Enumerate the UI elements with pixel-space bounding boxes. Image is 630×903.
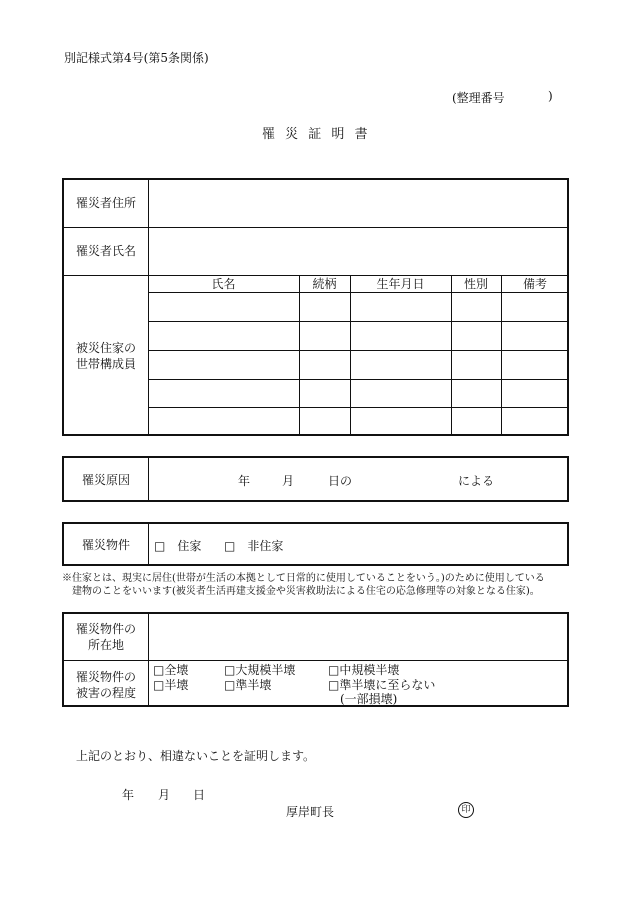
cert-year: 年: [122, 788, 135, 802]
option-total-collapse-checkbox[interactable]: □全壊: [153, 663, 189, 677]
table-row[interactable]: [149, 293, 569, 321]
table-row[interactable]: [149, 322, 569, 350]
household-label-line1: 被災住家の: [75, 341, 136, 355]
col-header-remarks: 備考: [522, 277, 547, 291]
property-label: 罹災物件: [81, 538, 130, 552]
page-title: 罹 災 証 明 書: [262, 127, 371, 142]
cause-input-field[interactable]: [150, 460, 565, 500]
damage-degree-label: [64, 669, 148, 701]
option-large-half-checkbox[interactable]: □大規模半壊: [224, 663, 296, 677]
residence-note-line2: 建物のことをいいます(被災者生活再建支援金や災害救助法による住宅の応急修理等の対象となる住家)。: [72, 586, 540, 597]
location-label-line2: 所在地: [87, 638, 124, 652]
reference-number-label: (整理番号: [452, 91, 505, 105]
form-number: 別記様式第4号(第5条関係): [64, 51, 209, 65]
option-half-checkbox[interactable]: □半壊: [153, 678, 189, 692]
col-header-gender: 性別: [463, 277, 488, 291]
damage-table: [62, 612, 569, 707]
household-label-line2: 世帯構成員: [75, 357, 136, 371]
cause-by: による: [458, 474, 495, 488]
table-row[interactable]: [149, 380, 569, 407]
cause-label: 罹災原因: [81, 473, 130, 487]
degree-label-line1: 罹災物件の: [75, 670, 136, 684]
col-header-name: 氏名: [211, 277, 236, 291]
household-members-label: [64, 340, 148, 372]
table-row[interactable]: [149, 351, 569, 379]
issuer-title: 厚岸町長: [286, 805, 335, 819]
option-below-semi-half-checkbox[interactable]: □準半壊に至らない: [328, 678, 436, 692]
cause-day-of: 日の: [328, 474, 353, 488]
victim-name-field[interactable]: [150, 230, 565, 273]
location-label-line1: 罹災物件の: [75, 622, 136, 636]
property-type-table: [62, 522, 569, 566]
property-location-field[interactable]: [150, 616, 565, 658]
col-header-relation: 続柄: [312, 277, 337, 291]
cause-month: 月: [282, 474, 295, 488]
seal-mark: 印: [458, 802, 474, 818]
cert-day: 日: [193, 788, 206, 802]
reference-number-close: ): [548, 89, 553, 103]
certification-statement: 上記のとおり、相違ないことを証明します。: [76, 749, 316, 763]
option-medium-half-checkbox[interactable]: □中規模半壊: [328, 663, 400, 677]
option-non-residence-checkbox[interactable]: □ 非住家: [224, 539, 284, 553]
victim-address-field[interactable]: [150, 182, 565, 225]
table-row[interactable]: [149, 408, 569, 436]
victim-address-label: 罹災者住所: [75, 196, 136, 210]
cert-month: 月: [158, 788, 171, 802]
victim-name-label: 罹災者氏名: [75, 244, 136, 258]
cause-table: [62, 456, 569, 502]
option-semi-half-checkbox[interactable]: □準半壊: [224, 678, 272, 692]
residence-note-line1: ※住家とは、現実に居住(世帯が生活の本拠として日常的に使用していることをいう。)のために使用している: [62, 573, 545, 584]
option-residence-checkbox[interactable]: □ 住家: [154, 539, 202, 553]
victim-info-table: [62, 178, 569, 436]
cause-year: 年: [238, 474, 251, 488]
below-semi-half-note: (一部損壊): [340, 692, 398, 706]
col-header-birthdate: 生年月日: [376, 277, 425, 291]
property-location-label: [64, 621, 148, 653]
degree-label-line2: 被害の程度: [75, 686, 136, 700]
